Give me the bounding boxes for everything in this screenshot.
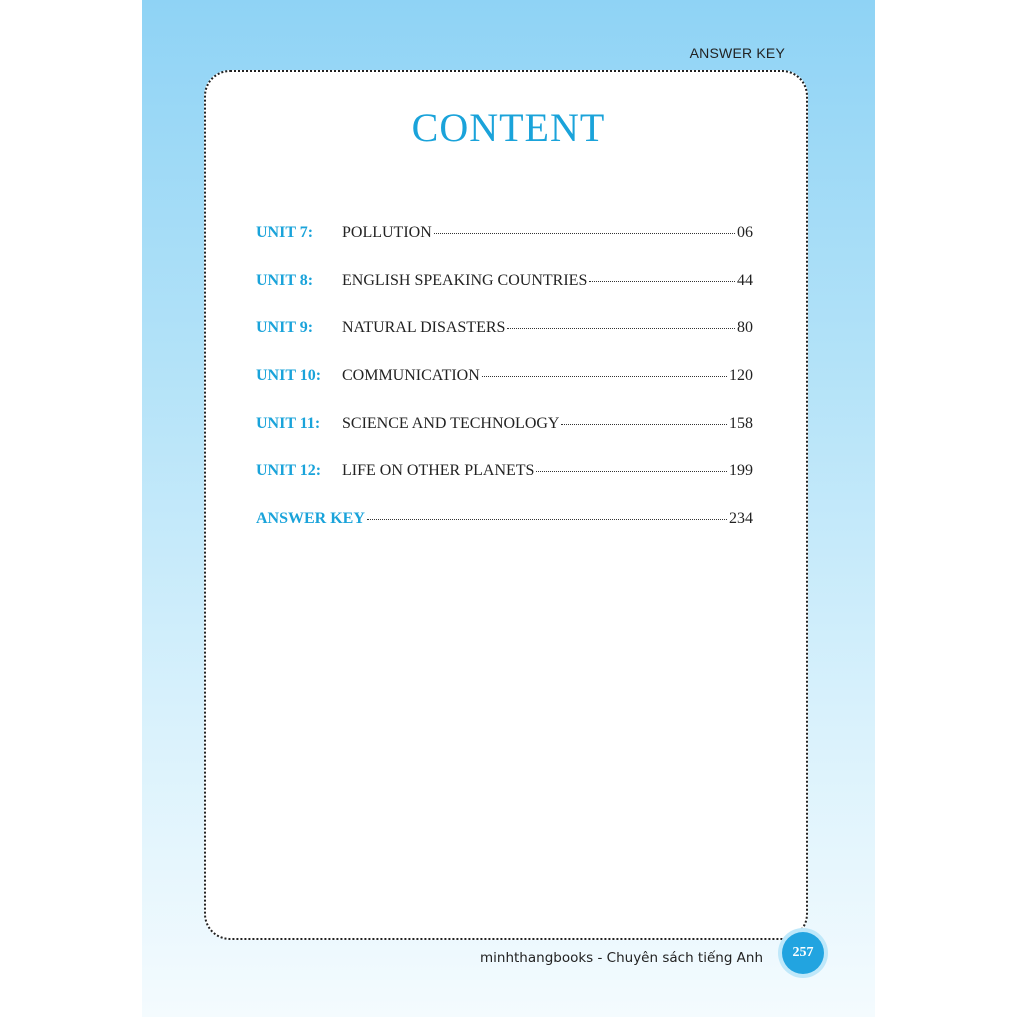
entry-title: SCIENCE AND TECHNOLOGY	[342, 414, 560, 432]
dot-leader	[434, 233, 735, 234]
toc-entry-unit-7[interactable]	[256, 224, 753, 272]
toc-entry-unit-12[interactable]	[256, 462, 753, 510]
entry-page-number: 120	[729, 367, 753, 385]
unit-label: UNIT 11:	[256, 414, 321, 432]
entry-page-number: 80	[737, 319, 753, 337]
entry-title: LIFE ON OTHER PLANETS	[342, 462, 535, 480]
unit-label: UNIT 10:	[256, 367, 322, 385]
toc-entry-unit-9[interactable]	[256, 319, 753, 367]
entry-title: COMMUNICATION	[342, 367, 480, 385]
page-title: CONTENT	[411, 105, 606, 150]
unit-label: UNIT 9:	[256, 319, 314, 337]
dot-leader	[561, 424, 727, 425]
footer-publisher: minhthangbooks - Chuyên sách tiếng Anh	[480, 950, 764, 966]
toc-entry-unit-11[interactable]	[256, 415, 753, 463]
entry-page-number: 199	[729, 462, 753, 480]
page-number-badge: 257	[782, 932, 824, 974]
toc-entry-answer-key[interactable]	[256, 510, 753, 558]
unit-label: UNIT 8:	[256, 271, 314, 289]
entry-page-number: 44	[737, 271, 753, 289]
entry-page-number: 234	[729, 510, 753, 528]
unit-label: UNIT 12:	[256, 462, 322, 480]
unit-label: UNIT 7:	[256, 224, 314, 241]
entry-title: NATURAL DISASTERS	[342, 319, 506, 337]
dot-leader	[482, 376, 727, 377]
dot-leader	[589, 281, 735, 282]
entry-page-number: 06	[737, 224, 753, 241]
toc-entry-unit-8[interactable]	[256, 272, 753, 320]
table-of-contents	[256, 224, 753, 558]
dot-leader	[536, 471, 727, 472]
entry-title: POLLUTION	[342, 224, 432, 241]
toc-entry-unit-10[interactable]	[256, 367, 753, 415]
dot-leader	[507, 328, 735, 329]
entry-title: ENGLISH SPEAKING COUNTRIES	[342, 271, 588, 289]
entry-page-number: 158	[729, 414, 753, 432]
section-header: ANSWER KEY	[689, 45, 785, 61]
answer-key-label: ANSWER KEY	[256, 510, 365, 528]
dot-leader	[367, 519, 727, 520]
